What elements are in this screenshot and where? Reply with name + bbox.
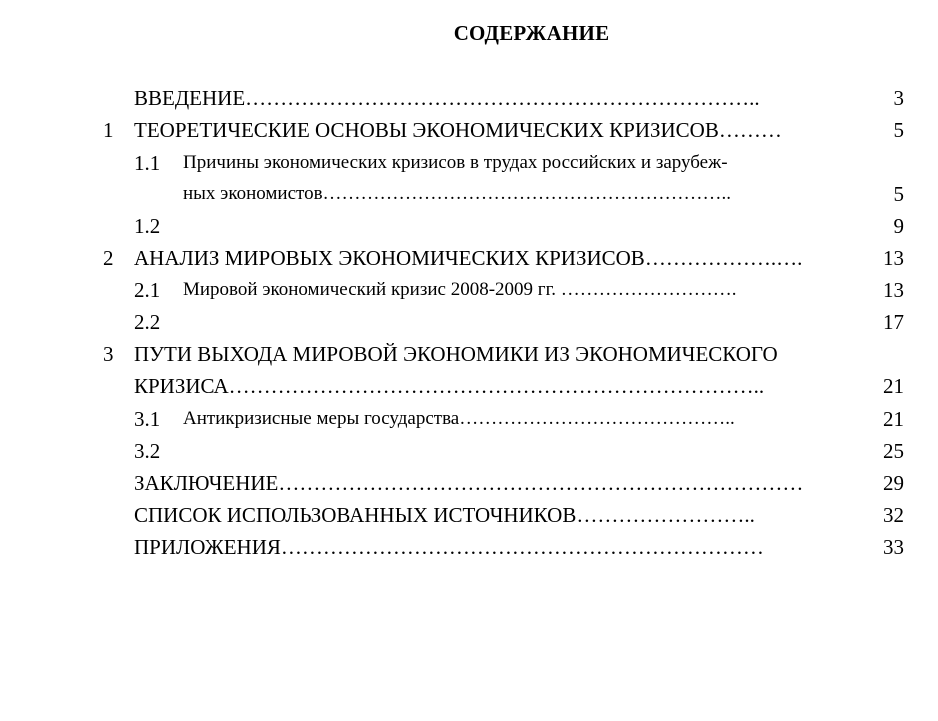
toc-page-number: 21	[883, 374, 904, 398]
toc-entry-text: ПУТИ ВЫХОДА МИРОВОЙ ЭКОНОМИКИ ИЗ ЭКОНОМИЧЕСКОГО	[134, 342, 778, 366]
toc-page-number: 29	[883, 471, 904, 495]
toc-entry-text: КРИЗИСА…………………………………………………………………..	[134, 374, 765, 398]
toc-section-number: 3	[103, 342, 114, 366]
toc-page-number: 32	[883, 503, 904, 527]
toc-page-number: 3	[893, 86, 904, 110]
toc-entry-text: Мировой экономический кризис 2008-2009 гг. ……………………….	[183, 279, 737, 300]
toc-page-number: 21	[883, 407, 904, 431]
toc-page-number: 9	[893, 214, 904, 238]
toc-section-number: 1.2	[134, 214, 161, 238]
toc-page-number: 33	[883, 535, 904, 559]
toc-entry-text: Антикризисные меры государства……………………………………..	[183, 408, 735, 429]
toc-section-number: 2	[103, 246, 114, 270]
page-title: СОДЕРЖАНИЕ	[453, 21, 610, 45]
toc-section-number: 2.1	[134, 278, 161, 302]
toc-page-number: 17	[883, 310, 904, 334]
toc-page-number: 13	[883, 246, 904, 270]
toc-page-number: 25	[883, 439, 904, 463]
toc-entry-text: ных экономистов………………………………………………………..	[183, 183, 732, 204]
toc-section-number: 1.1	[134, 151, 161, 175]
toc-entry-text: СПИСОК ИСПОЛЬЗОВАННЫХ ИСТОЧНИКОВ……………………..	[134, 503, 755, 527]
toc-entry-text: ТЕОРЕТИЧЕСКИЕ ОСНОВЫ ЭКОНОМИЧЕСКИХ КРИЗИСОВ………	[134, 118, 782, 142]
toc-section-number: 3.2	[134, 439, 161, 463]
toc-entry-text: ВВЕДЕНИЕ………………………………………………………………..	[134, 86, 760, 110]
toc-entry-text: АНАЛИЗ МИРОВЫХ ЭКОНОМИЧЕСКИХ КРИЗИСОВ……………….….	[134, 246, 803, 270]
toc-page-number: 13	[883, 278, 904, 302]
toc-section-number: 3.1	[134, 407, 161, 431]
toc-page-number: 5	[893, 182, 904, 206]
toc-section-number: 2.2	[134, 310, 161, 334]
toc-entry-text: ПРИЛОЖЕНИЯ……………………………………………………………	[134, 535, 764, 559]
toc-page-number: 5	[893, 118, 904, 142]
toc-section-number: 1	[103, 118, 114, 142]
toc-entry-text: ЗАКЛЮЧЕНИЕ…………………………………………………………………	[134, 471, 804, 495]
toc-entry-text: Причины экономических кризисов в трудах российских и зарубеж-	[183, 152, 728, 173]
